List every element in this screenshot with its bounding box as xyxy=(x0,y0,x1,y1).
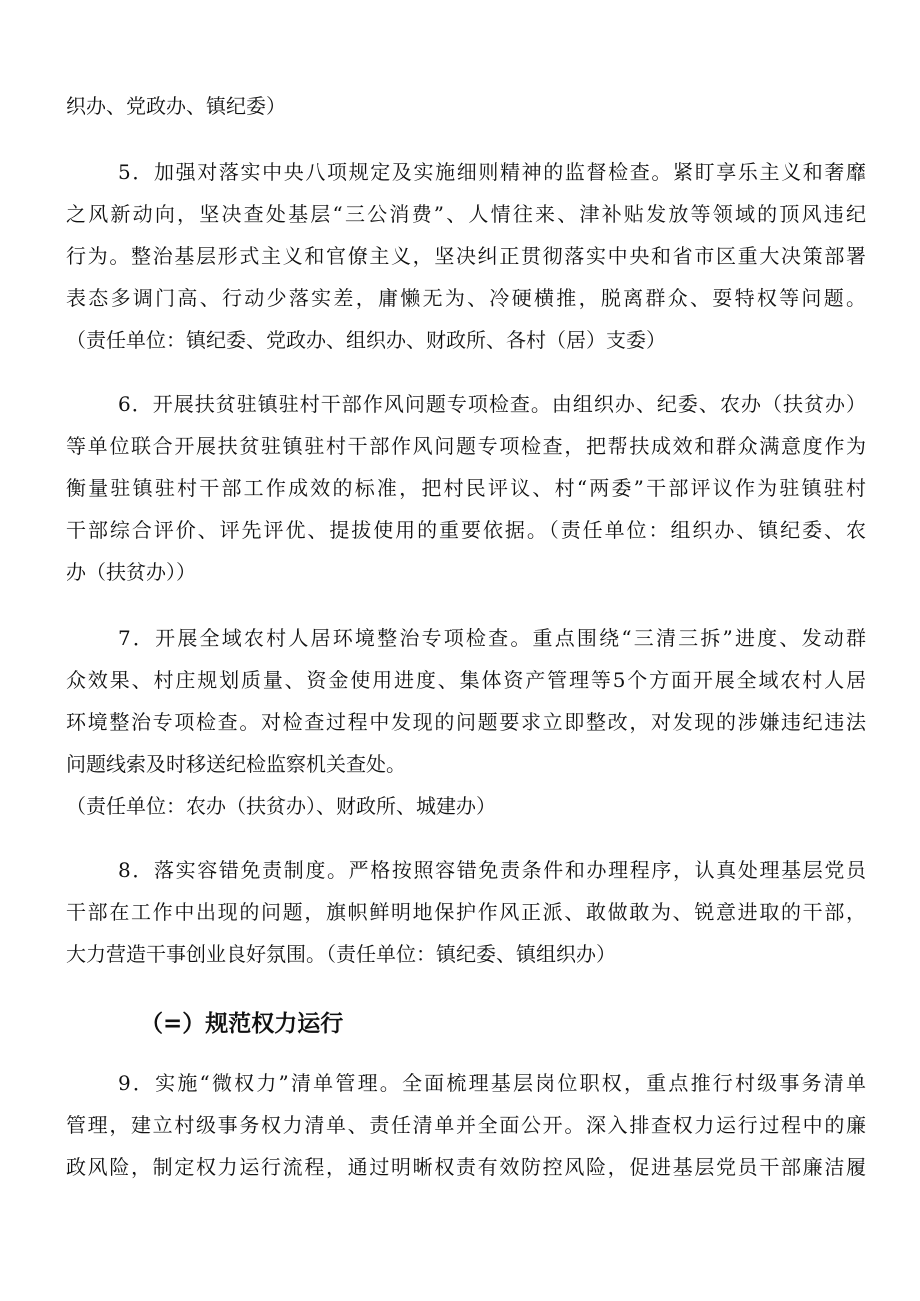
text-line: 干部综合评价、评先评优、提拔使用的重要依据。（责任单位：组织办、镇纪委、农 xyxy=(66,518,866,542)
text-line: 表态多调门高、行动少落实差，庸懒无为、冷硬横推，脱离群众、耍特权等问题。 xyxy=(66,286,866,310)
text-line: 之风新动向，坚决查处基层“三公消费”、人情往来、津补贴发放等领域的顶风违纪 xyxy=(66,202,866,226)
text-line: 办（扶贫办）） xyxy=(66,560,196,584)
item-8-paragraph xyxy=(66,849,866,975)
text-line: 环境整治专项检查。对检查过程中发现的问题要求立即整改，对发现的涉嫌违纪违法 xyxy=(66,710,866,734)
item-7-paragraph xyxy=(66,617,866,827)
text-line: 5．加强对落实中央八项规定及实施细则精神的监督检查。紧盯享乐主义和奢靡 xyxy=(118,160,866,184)
text-line: 衡量驻镇驻村干部工作成效的标准，把村民评议、村“两委”干部评议作为驻镇驻村 xyxy=(66,476,866,500)
carryover-paragraph xyxy=(66,85,866,127)
text-line: （责任单位：农办（扶贫办）、财政所、城建办） xyxy=(66,794,496,818)
text-line: 众效果、村庄规划质量、资金使用进度、集体资产管理等5个方面开展全域农村人居 xyxy=(66,668,866,692)
item-6-paragraph xyxy=(66,383,866,593)
text-line: 干部在工作中出现的问题，旗帜鲜明地保护作风正派、敢做敢为、锐意进取的干部， xyxy=(66,900,866,924)
text-line: 行为。整治基层形式主义和官僚主义，坚决纠正贯彻落实中央和省市区重大决策部署 xyxy=(66,244,866,268)
text-line: 问题线索及时移送纪检监察机关查处。 xyxy=(66,752,406,776)
text-line: 7．开展全域农村人居环境整治专项检查。重点围绕“三清三拆”进度、发动群 xyxy=(118,626,866,650)
item-9-paragraph xyxy=(66,1062,866,1188)
text-line: （责任单位：镇纪委、党政办、组织办、财政所、各村（居）支委） xyxy=(66,328,666,352)
text-line: 管理，建立村级事务权力清单、责任清单并全面公开。深入排查权力运行过程中的廉 xyxy=(66,1113,866,1137)
item-5-paragraph xyxy=(66,151,866,361)
text-line: 大力营造干事创业良好氛围。（责任单位：镇纪委、镇组织办） xyxy=(66,942,616,966)
text-line: 9．实施“微权力”清单管理。全面梳理基层岗位职权，重点推行村级事务清单 xyxy=(118,1071,866,1095)
text-line: 织办、党政办、镇纪委） xyxy=(66,94,286,118)
text-line: 6．开展扶贫驻镇驻村干部作风问题专项检查。由组织办、纪委、农办（扶贫办） xyxy=(118,392,866,416)
text-line: 8．落实容错免责制度。严格按照容错免责条件和办理程序，认真处理基层党员 xyxy=(118,858,866,882)
text-line: 等单位联合开展扶贫驻镇驻村干部作风问题专项检查，把帮扶成效和群众满意度作为 xyxy=(66,434,866,458)
text-line: 政风险，制定权力运行流程，通过明晰权责有效防控风险，促进基层党员干部廉洁履 xyxy=(66,1155,866,1179)
section-heading: （=）规范权力运行 xyxy=(140,1011,344,1037)
